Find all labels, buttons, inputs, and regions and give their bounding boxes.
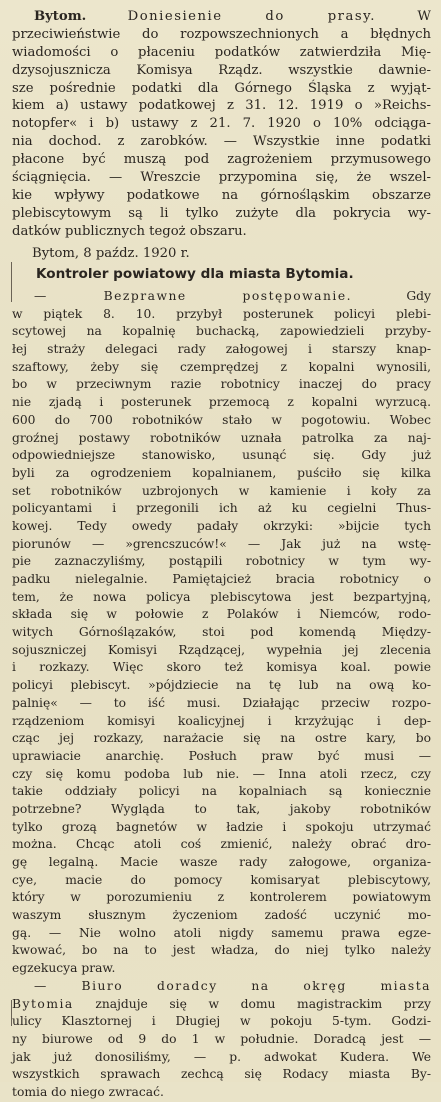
text-line: dzysojusznicza Komisya Rządz. wszystkie dawnie-: [12, 62, 431, 78]
text-line: waszym słusznym życzeniom zadość uczynić mo-: [12, 908, 431, 923]
text-line: plebiscytowym są li tylko zużyte dla pokrycia wy-: [12, 205, 431, 221]
text-line: byli za ogrodzeniem kopalnianem, puściło się kilka: [12, 465, 431, 480]
article-district-controller: [12, 288, 431, 1102]
text-line: set robotników uzbrojonych w kamienie i koły za: [12, 483, 431, 498]
section-first-line: [12, 978, 431, 996]
section-title-cont: Bytomia: [12, 996, 74, 1011]
text-line: sojuszniczej Komisyi Rządzącej, wypełnia jej zlecenia: [12, 642, 431, 657]
section-second-line: [12, 996, 431, 1014]
text-line: piorunów — »grencszuców!« — Jak już na wstę-: [12, 536, 431, 551]
text-line: kwować, bo na to jest władza, do niej tylko należy: [12, 943, 431, 958]
text-line: składa się w połowie z Polaków i Niemców, rodo-: [12, 607, 431, 622]
text-line: W: [417, 9, 431, 24]
article-tax-notice: [12, 8, 431, 241]
text-line: policyi plebiscyt. »pójdziecie na tę lub na ową ko-: [12, 678, 431, 693]
text-line: czy się komu podoba lub nie. — Inna atoli rzecz, czy: [12, 766, 431, 781]
text-line: egzekucya praw.: [12, 961, 116, 976]
text-line: znajduje się w domu magistrackim przy: [95, 996, 431, 1011]
text-line: policyantami i przegonili ich aż ku cegielni Thus-: [12, 501, 431, 516]
text-line: groźnej postawy robotników uznała patrolka za naj-: [12, 430, 431, 445]
text-line: Gdy: [406, 289, 431, 303]
text-line: scytowej na kopalnię buchacką, zapowiedzieli przyby-: [12, 324, 431, 339]
text-line: kiem a) ustawy podatkowej z 31. 12. 1919 o »Reichs-: [12, 98, 431, 114]
text-line: odpowiedniejsze stanowisko, usunąć się. Gdy już: [12, 448, 431, 463]
text-line: 600 do 700 robotników stało w pogotowiu. Wobec: [12, 412, 431, 427]
text-line: pie zaznaczyliśmy, postąpili robotnicy w tym wy-: [12, 554, 431, 569]
text-line: padku nielegalnie. Pamiętajcież bracia robotnicy o: [12, 572, 431, 586]
text-line: ny biurowe od 9 do 1 w południe. Doradcą jest —: [12, 1031, 431, 1046]
text-line: łej straży delegaci rady załogowej i starszy knap-: [12, 342, 431, 357]
text-line: tomia do niego zwracać.: [12, 1084, 164, 1099]
text-line: w piątek 8. 10. przybył posterunek policyi plebi-: [12, 306, 431, 321]
text-line: tem, że nowa policya plebiscytowa jest bezpartyjną,: [12, 589, 431, 604]
text-line: który w porozumieniu z kontrolerem powiatowym: [12, 890, 431, 905]
text-line: bo w przeciwnym razie robotnicy inaczej do pracy: [12, 377, 431, 392]
text-line: płacone być muszą pod zagrożeniem przymusowego: [12, 152, 431, 168]
headline-title: Doniesienie do prasy.: [127, 9, 376, 24]
text-line: cye, macie do pomocy komisaryat plebiscytowy,: [12, 872, 431, 887]
text-line: kowej. Tedy owedy padały okrzyki: »bijcie tych: [12, 518, 431, 533]
text-line: notopfer« i b) ustawy z 21. 7. 1920 o 10% odciąga-: [12, 116, 431, 132]
text-line: palnię« — to iść musi. Działając przeciw rozpo-: [12, 695, 431, 710]
headline-place: Bytom.: [34, 9, 87, 24]
text-line: gę legalną. Macie wasze rady załogowe, organiza-: [12, 855, 431, 869]
text-line: przeciwieństwie do rozpowszechnionych a błędnych: [12, 26, 431, 42]
text-line: i rozkazy. Więc skoro też komisya koal. powie: [12, 660, 431, 675]
text-line: uprawiacie anarchię. Posłuch praw być musi —: [12, 748, 431, 763]
section-title: — Biuro doradcy na okręg miasta: [34, 978, 431, 993]
section-title: — Bezprawne postępowanie.: [34, 289, 353, 303]
article-heading: Kontroler powiatowy dla miasta Bytomia.: [36, 266, 354, 282]
text-line: gą. — Nie wolno atoli nigdy samemu prawa egze-: [12, 925, 431, 940]
text-line: kie wpływy podatkowe na górnośląskim obszarze: [12, 187, 431, 203]
text-line: potrzebne? Wygląda to tak, jakoby robotników: [12, 801, 431, 816]
section-first-line: [12, 288, 431, 306]
text-line: można. Chcąc atoli coś zmienić, należy obrać dro-: [12, 837, 431, 852]
text-line: szaftowy, żeby się czemprędzej z kopalni wynosili,: [12, 359, 431, 374]
text-line: datków publicznych tegoż obszaru.: [12, 223, 247, 239]
text-line: wiadomości o płaceniu podatków zatwierdziła Mię-: [12, 44, 431, 60]
article-first-line: [12, 8, 431, 26]
text-line: cząc jej rozkazy, narażacie się na ostre kary, bo: [12, 731, 431, 746]
dateline: Bytom, 8 paźdz. 1920 r.: [32, 246, 190, 261]
text-line: takie oddziały policyi na kopalniach są koniecznie: [12, 784, 431, 799]
text-line: rządzeniom komisyi koalicyjnej i krzyżując i dep-: [12, 713, 431, 728]
text-line: nie zjadą i posterunek przemocą z kopalni wyrzucą.: [12, 395, 431, 410]
text-line: wszystkich sprawach zechcą się Rodacy miasta By-: [12, 1067, 431, 1082]
text-line: sze pośrednie podatki dla Górnego Śląska z wyjąt-: [12, 80, 431, 96]
text-line: tylko grozą bagnetów w ładzie i spokoju utrzymać: [12, 819, 431, 834]
text-line: witych Górnoślązaków, stoi pod komendą Między-: [12, 625, 431, 640]
text-line: ulicy Klasztornej i Długiej w pokoju 5-tym. Godzi-: [12, 1014, 431, 1029]
text-line: jak już donosiliśmy, — p. adwokat Kudera. We: [12, 1049, 431, 1064]
text-line: nia dochod. z zarobków. — Wszystkie inne podatki: [12, 134, 431, 150]
text-line: ściągnięcia. — Wreszcie przypomina się, że wszel-: [12, 170, 431, 186]
